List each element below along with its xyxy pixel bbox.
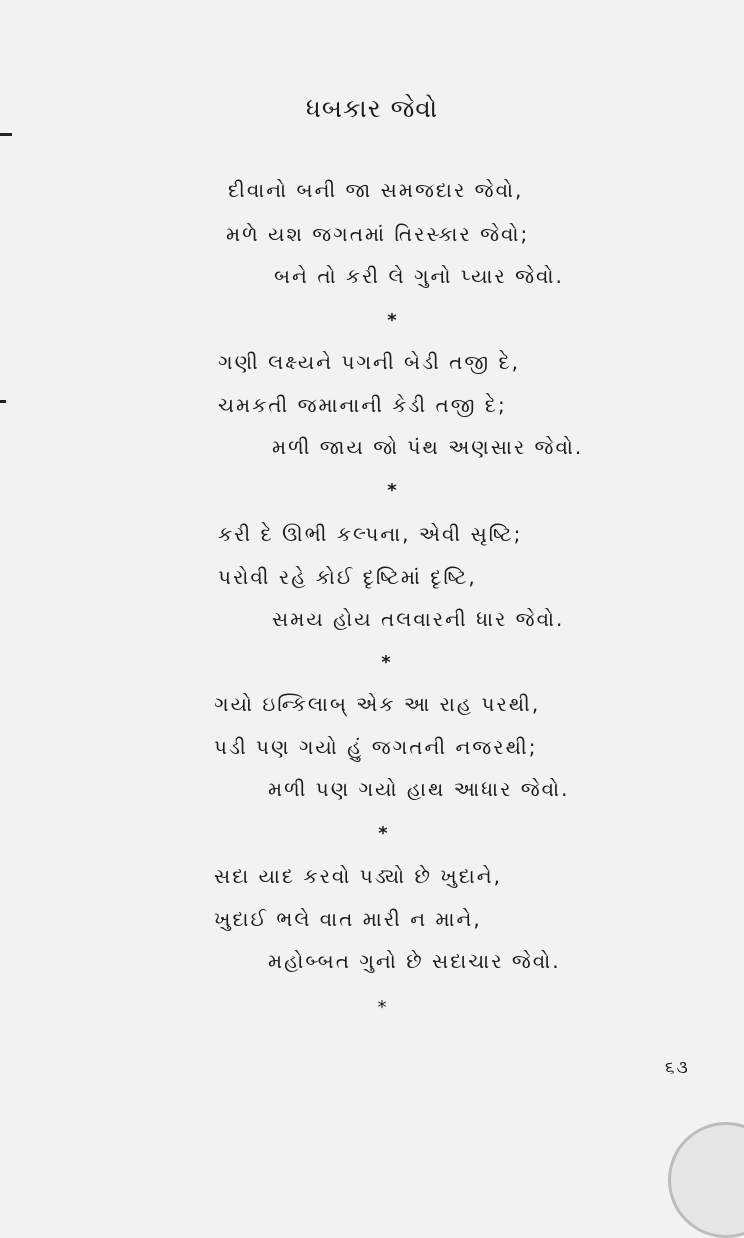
poem-line: ગયો ઇન્કિલાબ્ એક આ રાહ પરથી,	[214, 692, 541, 716]
poem-line: કરી દે ઊભી કલ્પના, એવી સૃષ્ટિ;	[218, 522, 523, 546]
poem-line: સમય હોય તલવારની ધાર જેવો.	[272, 607, 565, 631]
poem-line: પરોવી રહે કોઈ દૃષ્ટિમાં દૃષ્ટિ,	[218, 565, 477, 589]
poem-line: મળી જાય જો પંથ અણસાર જેવો.	[272, 435, 584, 459]
stanza-separator: *	[377, 997, 387, 1018]
poem-line: મળી પણ ગયો હાથ આધાર જેવો.	[268, 777, 570, 801]
poem-line: દીવાનો બની જા સમજદાર જેવો,	[228, 178, 524, 202]
poem-line: ખુદાઈ ભલે વાત મારી ન માને,	[214, 907, 482, 931]
page-number: ૬૩	[665, 1058, 690, 1078]
poem-line: પડી પણ ગયો હું જગતની નજરથી;	[214, 735, 538, 759]
poem-line: સદા યાદ કરવો પડ્યો છે ખુદાને,	[214, 864, 503, 888]
stanza-separator: *	[387, 310, 397, 331]
page-edge-mark	[0, 400, 6, 403]
page-edge-mark	[0, 133, 12, 136]
poem-line: મળે યશ જગતમાં તિરસ્કાર જેવો;	[226, 222, 530, 246]
stanza-separator: *	[378, 823, 388, 844]
poem-line: ચમકતી જમાનાની કેડી તજી દે;	[218, 393, 507, 417]
page-curl-shape	[668, 1122, 744, 1238]
poem-title: ધબકાર જેવો	[305, 94, 439, 123]
stanza-separator: *	[381, 652, 391, 673]
stanza-separator: *	[387, 480, 397, 501]
poem-line: બને તો કરી લે ગુનો પ્યાર જેવો.	[274, 264, 564, 288]
poem-line: ગણી લક્ષ્યને પગની બેડી તજી દે,	[218, 350, 521, 374]
poem-line: મહોબ્બત ગુનો છે સદાચાર જેવો.	[268, 949, 561, 973]
